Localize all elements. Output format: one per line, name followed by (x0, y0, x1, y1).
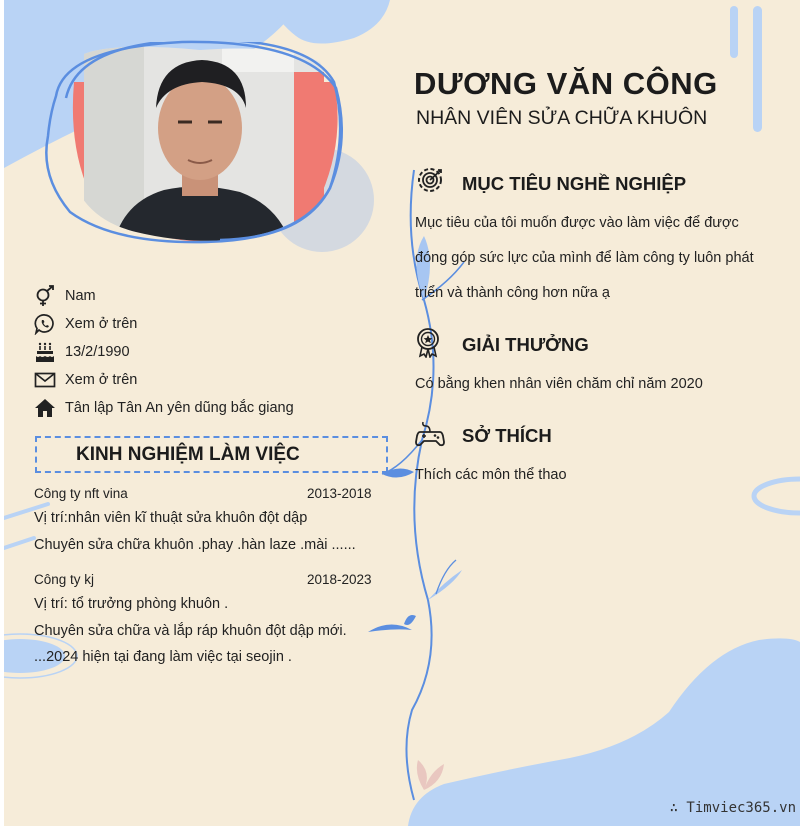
job-detail-line: Vị trí: tổ trưởng phòng khuôn . (34, 596, 229, 612)
job-detail-line: Vị trí:nhân viên kĩ thuật sửa khuôn đột dập (34, 510, 308, 526)
job-company: Công ty nft vina (34, 486, 128, 501)
whatsapp-icon (34, 313, 56, 335)
job-company: Công ty kj (34, 572, 95, 587)
gender-value: Nam (65, 288, 96, 304)
watermark: ∴ Timviec365.vn (669, 800, 796, 816)
objective-line: triển và thành công hơn nữa ạ (415, 285, 610, 301)
info-birthday (34, 341, 130, 363)
job-period: 2013-2018 (307, 486, 372, 501)
info-email (34, 369, 137, 391)
cv-page (4, 0, 800, 826)
experience-title: KINH NGHIỆM LÀM VIỆC (76, 444, 300, 465)
target-gear-icon (414, 164, 446, 196)
hobbies-text: Thích các môn thể thao (415, 467, 567, 483)
gamepad-icon (414, 418, 446, 450)
gender-icon (34, 285, 56, 307)
objective-title: MỤC TIÊU NGHỀ NGHIỆP (462, 173, 687, 194)
phone-value: Xem ở trên (65, 316, 138, 332)
hobbies-title: SỞ THÍCH (462, 425, 552, 446)
candidate-name: DƯƠNG VĂN CÔNG (414, 66, 718, 101)
job-detail-line: Chuyên sửa chữa và lắp ráp khuôn đột dập mới. (34, 623, 347, 639)
birthday-cake-icon (34, 341, 56, 363)
awards-title: GIẢI THƯỞNG (462, 334, 589, 355)
info-gender (34, 285, 96, 307)
job-detail-line: Chuyên sửa chữa khuôn .phay .hàn laze .mài ...... (34, 537, 356, 553)
job-title: NHÂN VIÊN SỬA CHỮA KHUÔN (416, 107, 708, 129)
address-value: Tân lập Tân An yên dũng bắc giang (65, 400, 294, 416)
objective-text (415, 206, 754, 311)
objective-line: đóng góp sức lực của mình để làm công ty luôn phát (415, 250, 754, 266)
photo-frame-outline (34, 36, 346, 248)
birthday-value: 13/2/1990 (65, 344, 130, 360)
home-icon (34, 397, 56, 419)
info-address (34, 397, 294, 419)
awards-text: Có bằng khen nhân viên chăm chỉ năm 2020 (415, 376, 703, 392)
award-medal-icon (412, 326, 444, 358)
envelope-icon (34, 369, 56, 391)
info-phone (34, 313, 137, 335)
objective-line: Mục tiêu của tôi muốn được vào làm việc để được (415, 215, 739, 231)
job-detail-line: ...2024 hiện tại đang làm việc tại seojin . (34, 649, 292, 665)
email-value: Xem ở trên (65, 372, 138, 388)
job-period: 2018-2023 (307, 572, 372, 587)
